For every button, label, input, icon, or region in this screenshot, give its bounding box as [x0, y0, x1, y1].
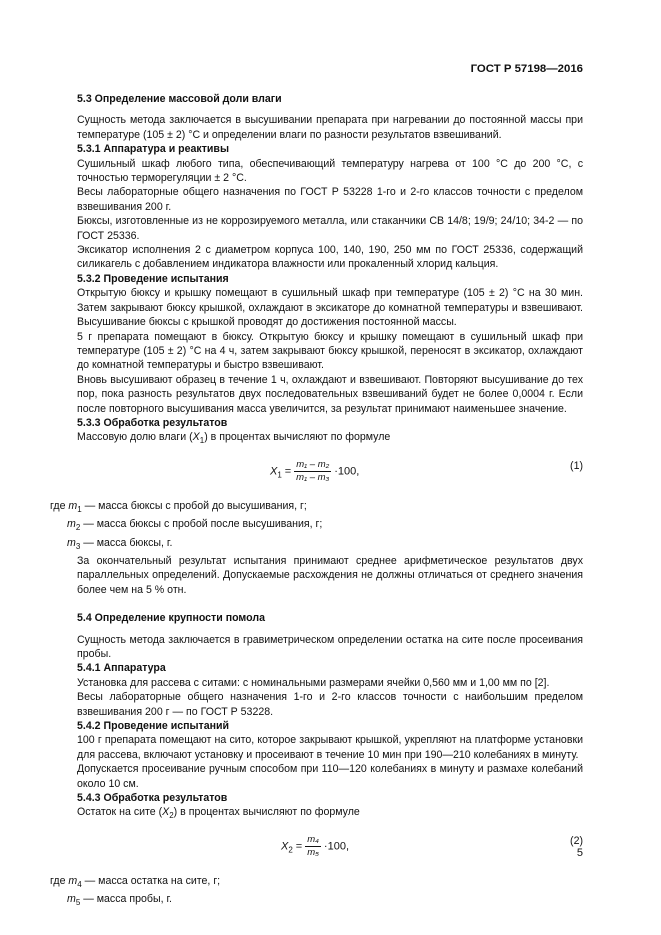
section-5-4-2-title: 5.4.2 Проведение испытаний: [77, 720, 230, 733]
s54-paragraph: Сущность метода заключается в гравиметрическом определении остатка на сите после просеивания пробы.: [77, 633, 583, 660]
s532-paragraph-3: Вновь высушивают образец в течение 1 ч, охлаждают и взвешивают. Повторяют высушивание до тех пор, пока разность результатов двух последовательных взвешиваний будет не более 0,0004 г. Если после повторного высушивания масса увеличится, за результат принимают наименьшее значение.: [77, 373, 583, 415]
s541-paragraph-2: Весы лабораторные общего назначения 1-го и 2-го классов точности с наибольшим пределом взвешивания 200 г — по ГОСТ Р 53228.: [77, 691, 583, 718]
s541-paragraph-1: Установка для рассева с ситами: с номинальными размерами ячейки 0,560 мм и 1,00 мм по [2].: [77, 676, 550, 689]
section-5-3-title: 5.3 Определение массовой доли влаги: [77, 93, 282, 105]
formula-2-fraction: $\frac{\text{m₄}}{\text{m₅}}$: [307, 833, 319, 858]
s531-paragraph-3: Бюксы, изготовленные из не коррозируемого металла, или стаканчики СВ 14/8; 19/9; 24/10; 34-2 — по ГОСТ 25336.: [77, 215, 583, 242]
s533-intro: Массовую долю влаги $(X_1)$ в процентах вычисляют по формуле: [77, 431, 391, 446]
s533-paragraph-2: За окончательный результат испытания принимают среднее арифметическое результатов двух параллельных определений. Допускаемые расхождения не должны отличаться от среднего значения более чем на 5 % отн.: [77, 554, 583, 596]
section-5-4-1-title: 5.4.1 Аппаратура: [77, 662, 166, 675]
formula-1-fraction: $\frac{\text{m₁ – m₂}}{\text{m₁ – m₃}}$: [296, 458, 330, 483]
s531-paragraph-1: Сушильный шкаф любого типа, обеспечивающий температуру нагрева от 100 °С до 200 °С, с точностью терморегуляции ± 2 °С.: [77, 157, 583, 185]
section-5-4-title: 5.4 Определение крупности помола: [77, 612, 265, 625]
s543-intro: Остаток на сите $(X_2)$ в процентах вычисляют по формуле: [77, 806, 360, 821]
where-m3: $m_3$ — масса бюксы, г.: [67, 536, 173, 551]
s542-paragraph-2: Допускается просеивание ручным способом при 110—120 колебаниях в минуту и размахе колебаний около 10 см.: [77, 763, 583, 790]
page-content: [50, 92, 583, 911]
s531-paragraph-2: Весы лабораторные общего назначения по ГОСТ Р 53228 1-го и 2-го классов точности с пределом взвешивания 200 г.: [77, 186, 583, 213]
s542-paragraph-1: 100 г препарата помещают на сито, которое закрывают крышкой, укрепляют на платформе установки для рассева, включают установку и просеивают в течение 10 мин при 190—210 колебаниях в минуту.: [77, 734, 583, 761]
s53-paragraph: Сущность метода заключается в высушивании препарата при нагревании до постоянной массы при температуре (105 ± 2) °С и определении влаги по разности результатов взвешиваний.: [77, 114, 583, 141]
where-m5: $m_5$ — масса пробы, г.: [67, 893, 172, 908]
where-m1: где $m_1$ — масса бюксы с пробой до высушивания, г;: [50, 499, 307, 514]
section-5-4-3-title: 5.4.3 Обработка результатов: [77, 792, 228, 805]
where-m4: где $m_4$ — масса остатка на сите, г;: [50, 874, 221, 889]
s531-paragraph-4: Эксикатор исполнения 2 с диаметром корпуса 100, 140, 190, 250 мм по ГОСТ 25336, содержащий силикагель с добавлением индикатора влажности или прокаленный хлорид кальция.: [77, 244, 583, 271]
section-5-3-3-title: 5.3.3 Обработка результатов: [77, 416, 228, 429]
formula-1-label: (1): [570, 459, 583, 472]
section-5-3-1-title: 5.3.1 Аппаратура и реактивы: [77, 143, 229, 156]
formula-2: $X_2$ = $\frac{\text{m₄}}{\text{m₅}}$ ·100, (2): [281, 833, 583, 858]
section-5-3-2-title: 5.3.2 Проведение испытания: [77, 272, 229, 285]
where-m2: $m_2$ — масса бюксы с пробой после высушивания, г;: [67, 518, 323, 533]
formula-1: $X_1$ = $\frac{\text{m₁ – m₂}}{\text{m₁ – m₃}}$ ·100, (1): [270, 458, 583, 483]
page-header-standard: ГОСТ Р 57198—2016: [470, 63, 583, 75]
page-number: 5: [576, 847, 583, 859]
formula-2-label: (2): [570, 834, 583, 847]
s532-paragraph-1: Открытую бюксу и крышку помещают в сушильный шкаф при температуре (105 ± 2) °С на 30 мин. Затем закрывают бюксу крышкой, охлаждают в эксикаторе до комнатной температуры и взвешивают. Высушивание бюксы с крышкой проводят до достижения постоянной массы.: [77, 287, 583, 329]
s532-paragraph-2: 5 г препарата помещают в бюксу. Открытую бюксу и крышку помещают в сушильный шкаф при температуре (105 ± 2) °С на 4 ч, затем закрывают бюксу крышкой, переносят в эксикатор, охлаждают до комнатной температуры и быстро взвешивают.: [77, 330, 583, 372]
